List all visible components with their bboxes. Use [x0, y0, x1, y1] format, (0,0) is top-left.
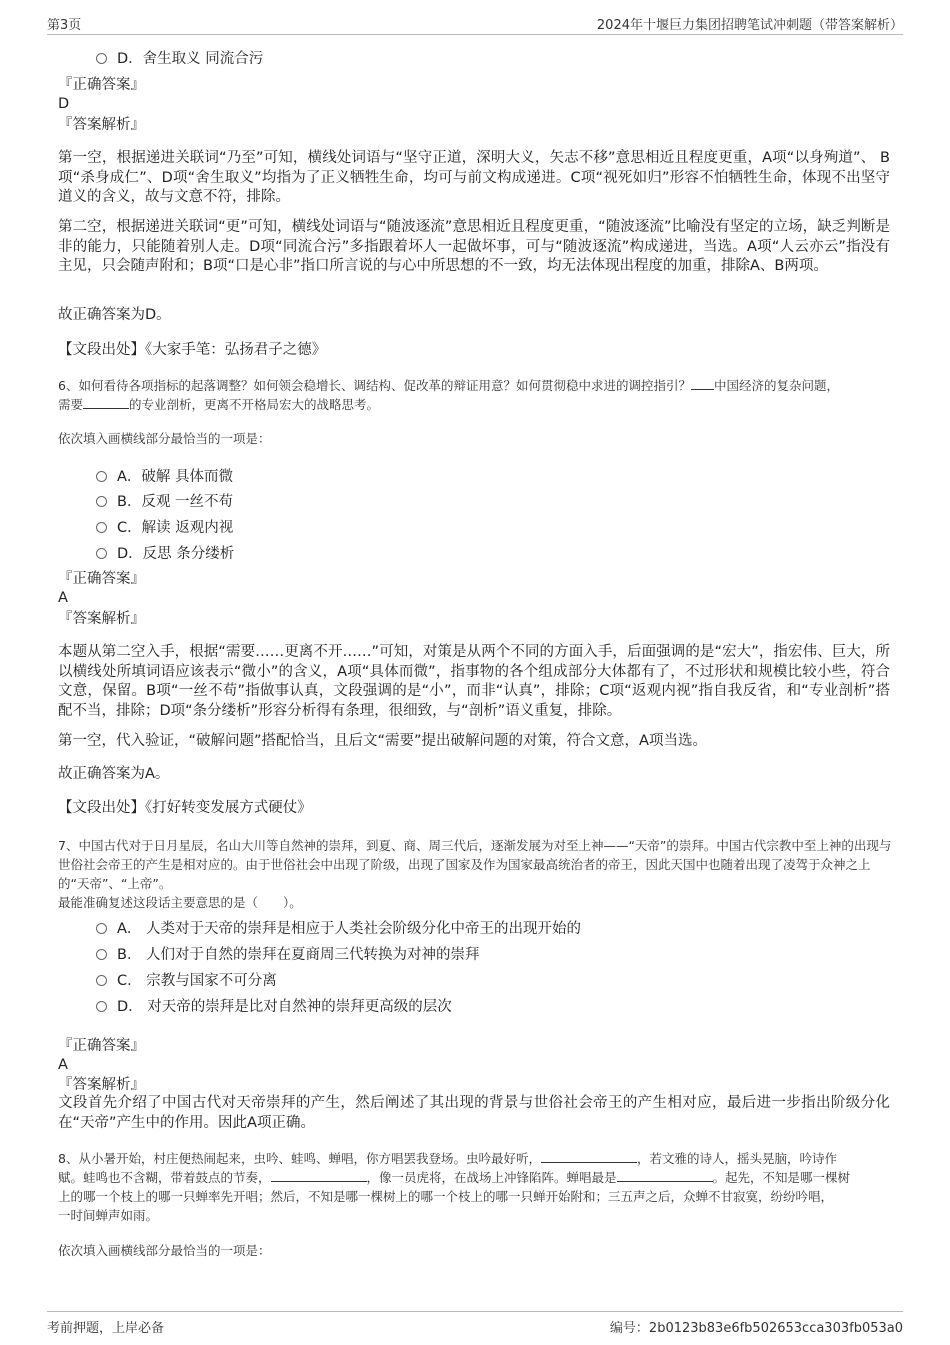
q7-option-b[interactable]: B． 人们对于自然的崇拜在夏商周三代转换为对神的崇拜	[96, 943, 480, 964]
radio-icon[interactable]	[96, 975, 107, 986]
q6-stem: 6、如何看待各项指标的起落调整？如何领会稳增长、调结构、促改革的辩证用意？如何贯彻稳中求进的调控指引？ 中国经济的复杂问题， 需要 的专业剖析，更离不开格局宏大的战略思考。	[58, 378, 839, 412]
radio-icon[interactable]	[96, 1001, 107, 1012]
q8-prompt: 依次填入画横线部分最恰当的一项是：	[58, 1243, 271, 1258]
blank-line	[617, 1170, 713, 1182]
q6-answer-label: 『正确答案』	[58, 571, 145, 587]
q6-analysis-para1: 本题从第二空入手，根据“需要……更离不开……”可知，对策是从两个不同的方面入手，后面强调的是“宏大”，指宏伟、巨大，所以横线处所填词语应该表示“微小”的含义，A项“具体而微”，指事物的各个组成部分大体都有了，不过形状和规模比较小些，符合文意，保留。B项“一丝不苟”指做事认真，文段强调的是“小”，而非“认真”，排除；C项“返观内视”指自我反省，和“专业剖析”搭配不当，排除；D项“条分缕析”形容分析得有条理，很细致，与“剖析”语义重复，排除。	[58, 644, 890, 719]
q6-analysis-para2: 第一空，代入验证，“破解问题”搭配恰当，且后文“需要”提出破解问题的对策，符合文意，A项当选。	[58, 733, 707, 749]
blank-line	[541, 1151, 637, 1163]
q7-answer-label: 『正确答案』	[58, 1038, 145, 1054]
q6-source: 【文段出处】《打好转变发展方式硬仗》	[58, 800, 312, 816]
q8-stem: 8、从小暑开始，村庄便热闹起来，虫吟、蛙鸣、蝉唱，你方唱罢我登场。虫吟最好听， ，若文雅的诗人，摇头晃脑，吟诗作 赋。蛙鸣也不含糊，带着鼓点的节奏， ，像一员虎将，在战场上冲锋陷阵。蝉唱最是 。起先，不知是哪一棵树 上的哪一个枝上的哪一只蝉率先开唱；然后，不知是哪一棵树上的哪一个枝上的哪一只蝉开始附和；三五声之后，众蝉不甘寂寞，纷纷吟唱， 一时间蝉声如雨。	[58, 1151, 851, 1223]
q5-answer: D	[58, 96, 70, 112]
radio-icon[interactable]	[96, 923, 107, 934]
q5-analysis-label: 『答案解析』	[58, 117, 145, 133]
q6-option-d[interactable]: D．反思 条分缕析	[96, 542, 234, 563]
q7-analysis-label: 『答案解析』	[58, 1077, 145, 1093]
radio-icon[interactable]	[96, 522, 107, 533]
q6-option-a[interactable]: A．破解 具体而微	[96, 465, 233, 486]
radio-icon[interactable]	[96, 496, 107, 507]
q7-option-c[interactable]: C． 宗教与国家不可分离	[96, 969, 277, 990]
q7-option-a[interactable]: A． 人类对于天帝的崇拜是相应于人类社会阶级分化中帝王的出现开始的	[96, 917, 581, 938]
q6-analysis-label: 『答案解析』	[58, 611, 145, 627]
document-id: 编号：2b0123b83e6fb502653cca303fb053a0	[609, 1321, 903, 1336]
q6-option-b[interactable]: B．反观 一丝不苟	[96, 490, 233, 511]
footer-slogan: 考前押题，上岸必备	[47, 1321, 165, 1336]
radio-icon[interactable]	[96, 548, 107, 559]
document-title: 2024年十堰巨力集团招聘笔试冲刺题（带答案解析）	[596, 18, 903, 33]
blank-line	[271, 1170, 367, 1182]
radio-icon[interactable]	[96, 949, 107, 960]
page-number: 第3页	[47, 18, 82, 33]
page-header	[47, 10, 903, 35]
q6-analysis-para3: 故正确答案为A。	[58, 766, 170, 782]
q5-answer-label: 『正确答案』	[58, 77, 145, 93]
radio-icon[interactable]	[96, 53, 107, 64]
page-footer	[47, 1311, 903, 1338]
q5-source: 【文段出处】《大家手笔：弘扬君子之德》	[58, 342, 327, 358]
blank-line	[83, 397, 129, 409]
q7-stem: 7、中国古代对于日月星辰，名山大川等自然神的崇拜，到夏、商、周三代后，逐渐发展为对至上神——“天帝”的崇拜。中国古代宗教中至上神的出现与世俗社会帝王的产生是相对应的。由于世俗社会中出现了阶级，出现了国家及作为国家最高统治者的帝王，因此天国中也随着出现了凌驾于众神之上的“天帝”、“上帝”。	[58, 838, 892, 891]
q5-option-d[interactable]: D．舍生取义 同流合污	[96, 47, 263, 68]
q7-analysis-para1: 文段首先介绍了中国古代对天帝崇拜的产生，然后阐述了其出现的背景与世俗社会帝王的产生相对应，最后进一步指出阶级分化在“天帝”产生中的作用。因此A项正确。	[58, 1095, 890, 1131]
radio-icon[interactable]	[96, 471, 107, 482]
q7-prompt: 最能准确复述这段话主要意思的是（ ）。	[58, 895, 302, 910]
q6-option-c[interactable]: C．解读 返观内视	[96, 516, 233, 537]
q5-analysis-para2: 第二空，根据递进关联词“更”可知，横线处词语与“随波逐流”意思相近且程度更重，“随波逐流”比喻没有坚定的立场，缺乏判断是非的能力，只能随着别人走。D项“同流合污”多指跟着坏人一起做坏事，可与“随波逐流”构成递进，当选。A项“人云亦云”指没有主见，只会随声附和；B项“口是心非”指口所言说的与心中所思想的不一致，均无法体现出程度的加重，排除A、B两项。	[58, 219, 890, 274]
q7-answer: A	[58, 1057, 68, 1073]
q6-prompt: 依次填入画横线部分最恰当的一项是：	[58, 431, 271, 446]
q6-answer: A	[58, 590, 68, 606]
q5-analysis-para1: 第一空，根据递进关联词“乃至”可知，横线处词语与“坚守正道，深明大义，矢志不移”意思相近且程度更重，A项“以身殉道”、 B项“杀身成仁”、D项“舍生取义”均指为了正义牺牲生命，均可与前文构成递进。C项“视死如归”形容不怕牺牲生命，体现不出坚守道义的含义，故与文意不符，排除。	[58, 150, 890, 205]
q5-analysis-para3: 故正确答案为D。	[58, 307, 171, 323]
blank-line	[691, 378, 714, 390]
q7-option-d[interactable]: D． 对天帝的崇拜是比对自然神的崇拜更高级的层次	[96, 995, 452, 1016]
